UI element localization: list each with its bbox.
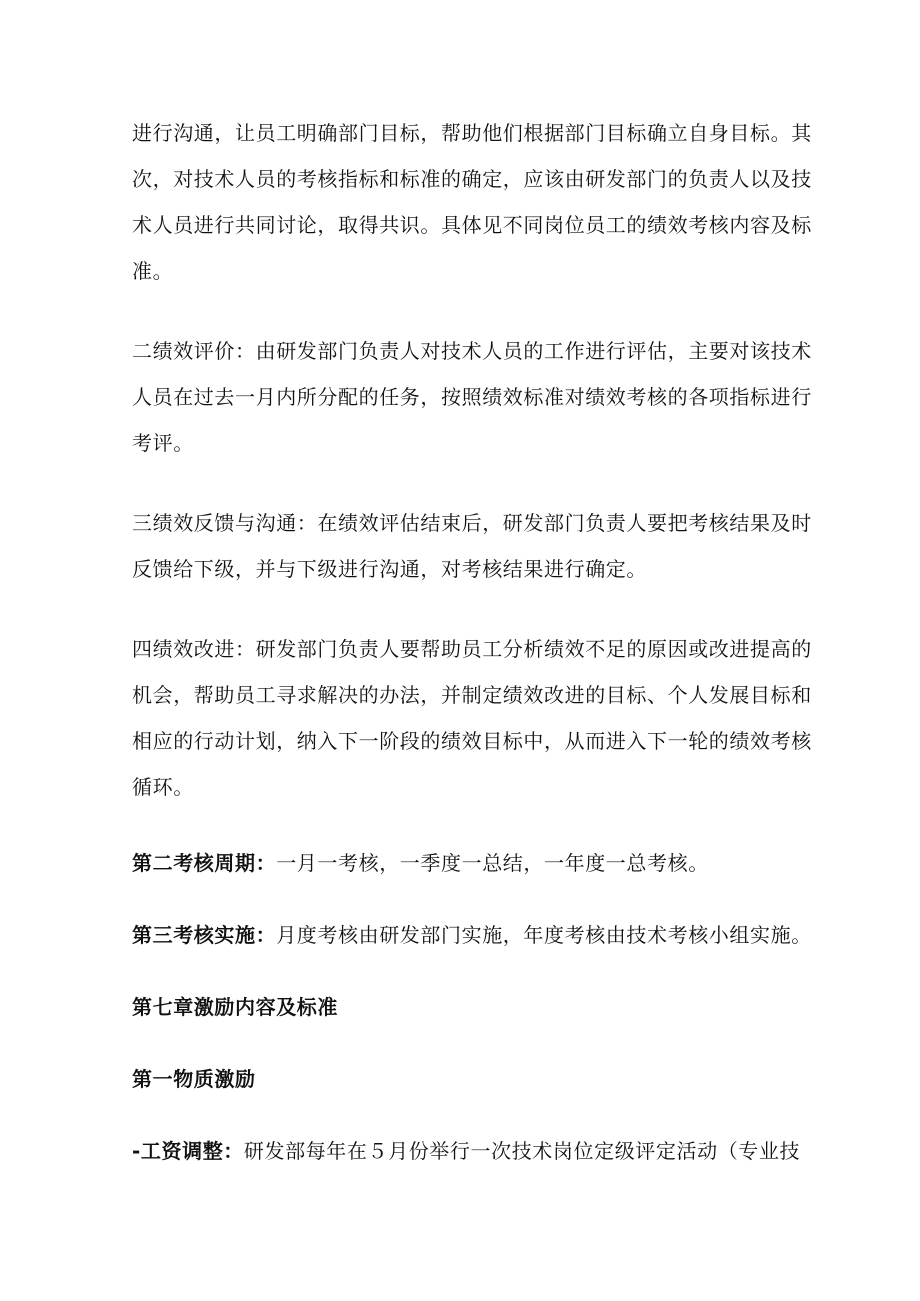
- text-line: 相应的行动计划，纳入下一阶段的绩效目标中，从而进入下一轮的绩效考核: [132, 729, 812, 753]
- text-line: 术人员进行共同讨论，取得共识。具体见不同岗位员工的绩效考核内容及标: [132, 213, 812, 237]
- paragraph-assessment-period: [132, 840, 812, 886]
- section-heading-text: 第一物质激励: [132, 1067, 256, 1091]
- text-line: 二绩效评价：由研发部门负责人对技术人员的工作进行评估，主要对该技术: [132, 339, 812, 363]
- paragraph-spacer: [132, 592, 812, 626]
- paragraph-spacer: [132, 1102, 812, 1128]
- paragraph-goal-setting: [132, 110, 812, 294]
- paragraph-assessment-implementation: [132, 912, 812, 958]
- paragraph-performance-evaluation: [132, 328, 812, 466]
- text-line: 次，对技术人员的考核指标和标准的确定，应该由研发部门的负责人以及技: [132, 167, 812, 191]
- text-line: 循环。: [132, 775, 194, 799]
- paragraph-spacer: [132, 294, 812, 328]
- paragraph-spacer: [132, 958, 812, 984]
- text-line: 三绩效反馈与沟通：在绩效评估结束后，研发部门负责人要把考核结果及时: [132, 511, 812, 535]
- paragraph-performance-improvement: [132, 626, 812, 810]
- text-line: 进行沟通，让员工明确部门目标，帮助他们根据部门目标确立自身目标。其: [132, 121, 812, 145]
- text-line: [132, 912, 812, 958]
- assessment-implementation-text: 月度考核由研发部门实施，年度考核由技术考核小组实施。: [276, 923, 812, 947]
- text-line: 四绩效改进：研发部门负责人要帮助员工分析绩效不足的原因或改进提高的: [132, 637, 812, 661]
- assessment-period-label: 第二考核周期：: [132, 851, 277, 875]
- paragraph-spacer: [132, 466, 812, 500]
- text-line: [132, 1128, 812, 1174]
- paragraph-performance-feedback: [132, 500, 812, 592]
- text-line: [132, 840, 812, 886]
- assessment-period-text: 一月一考核，一季度一总结，一年度一总考核。: [276, 851, 709, 875]
- salary-adjustment-label: -工资调整：: [132, 1139, 244, 1163]
- paragraph-spacer: [132, 810, 812, 840]
- document-body: [132, 110, 812, 1174]
- chapter-heading: [132, 984, 812, 1030]
- salary-adjustment-text: 研发部每年在５月份举行一次技术岗位定级评定活动（专业技: [243, 1139, 801, 1163]
- assessment-implementation-label: 第三考核实施：: [132, 923, 277, 947]
- text-line: 机会，帮助员工寻求解决的办法，并制定绩效改进的目标、个人发展目标和: [132, 683, 812, 707]
- paragraph-spacer: [132, 886, 812, 912]
- text-line: 人员在过去一月内所分配的任务，按照绩效标准对绩效考核的各项指标进行: [132, 385, 812, 409]
- text-line: 反馈给下级，并与下级进行沟通，对考核结果进行确定。: [132, 557, 647, 581]
- text-line: 考评。: [132, 431, 194, 455]
- text-line: 准。: [132, 259, 174, 283]
- paragraph-salary-adjustment: [132, 1128, 812, 1174]
- section-heading: [132, 1056, 812, 1102]
- paragraph-spacer: [132, 1030, 812, 1056]
- chapter-heading-text: 第七章激励内容及标准: [132, 995, 338, 1019]
